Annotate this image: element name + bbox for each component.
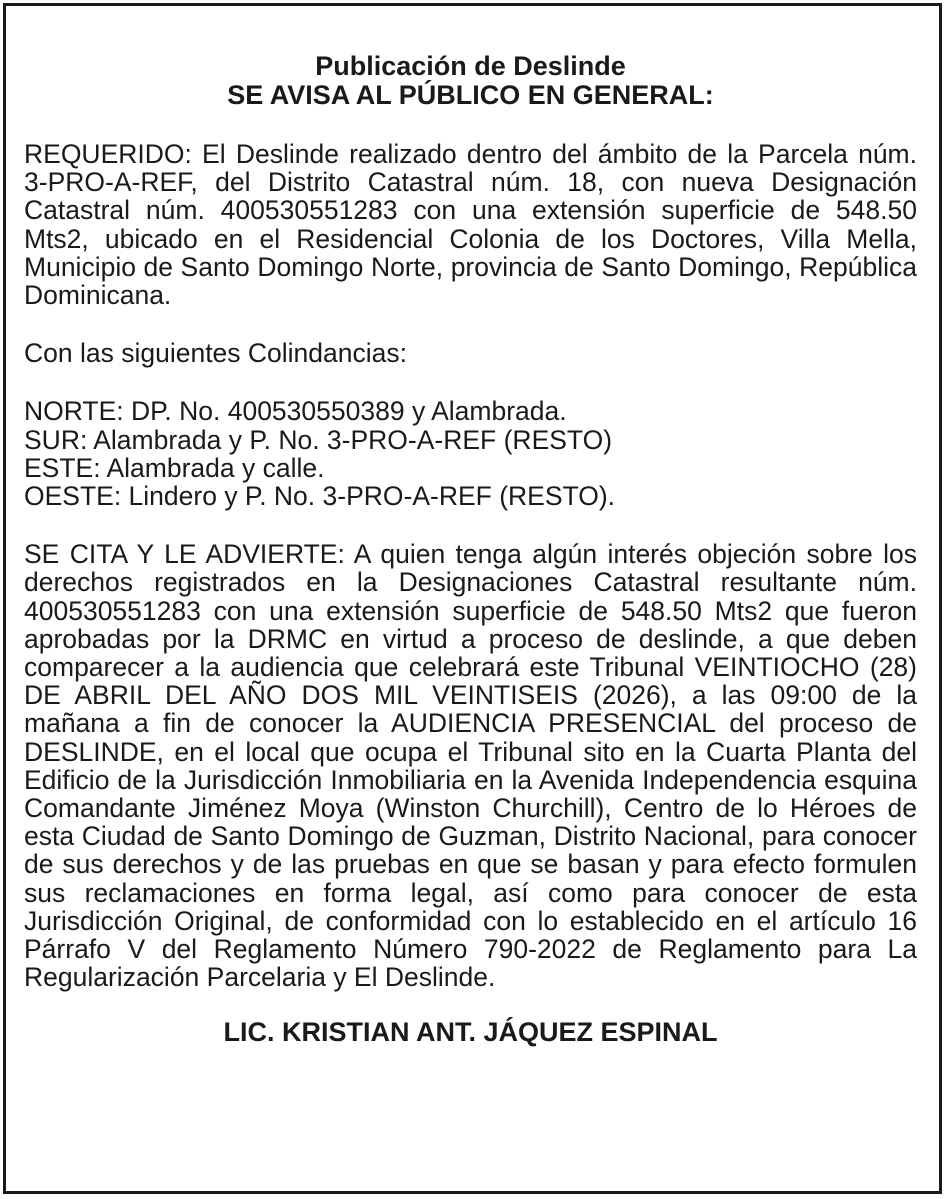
citacion-paragraph: SE CITA Y LE ADVIERTE: A quien tenga algún interés objeción sobre los derechos registrados en la Designaciones Catastral resultante núm. 400530551283 con una extensión superficie de 548.50 Mts2 que fueron aprobadas por la DRMC en virtud a proceso de deslinde, a que deben comparecer a la audiencia que celebrará este Tribunal VEINTIOCHO (28) DE ABRIL DEL AÑO DOS MIL VEINTISEIS (2026), a las 09:00 de la mañana a fin de conocer la AUDIENCIA PRESENCIAL del proceso de DESLINDE, en el local que ocupa el Tribunal sito en la Cuarta Planta del Edificio de la Jurisdicción Inmobiliaria en la Avenida Independencia esquina Comandante Jiménez Moya (Winston Churchill), Centro de lo Héroes de esta Ciudad de Santo Domingo de Guzman, Distrito Nacional, para conocer de sus derechos y de las pruebas en que se basan y para efecto formulen sus reclamaciones en forma legal, así como para conocer de esta Jurisdicción Original, de conformidad con lo establecido en el artículo 16 Párrafo V del Reglamento Número 790-2022 de Reglamento para La Regularización Parcelaria y El Deslinde. xyxy=(24,539,917,993)
colindancia-sur: SUR: Alambrada y P. No. 3-PRO-A-REF (RESTO) xyxy=(24,424,613,455)
spacer xyxy=(24,110,917,140)
spacer xyxy=(24,510,917,540)
colindancia-norte: NORTE: DP. No. 400530550389 y Alambrada. xyxy=(24,396,567,427)
spacer xyxy=(24,367,917,397)
notice-subtitle: SE AVISA AL PÚBLICO EN GENERAL: xyxy=(227,80,714,110)
colindancia-este: ESTE: Alambrada y calle. xyxy=(24,452,325,483)
colindancia-oeste: OESTE: Lindero y P. No. 3-PRO-A-REF (RESTO). xyxy=(24,481,616,512)
notice-content xyxy=(24,52,917,1047)
signature-name: LIC. KRISTIAN ANT. JÁQUEZ ESPINAL xyxy=(223,1017,718,1048)
requerido-paragraph: REQUERIDO: El Deslinde realizado dentro del ámbito de la Parcela núm. 3-PRO-A-REF, del Distrito Catastral núm. 18, con nueva Designación Catastral núm. 400530551283 con una extensión superficie de 548.50 Mts2, ubicado en el Residencial Colonia de los Doctores, Villa Mella, Municipio de Santo Domingo Norte, provincia de Santo Domingo, República Dominicana. xyxy=(24,139,917,311)
spacer xyxy=(24,309,917,339)
notice-title: Publicación de Deslinde xyxy=(315,51,626,81)
colindancias-list xyxy=(24,397,917,510)
colindancias-intro: Con las siguientes Colindancias: xyxy=(24,338,407,369)
